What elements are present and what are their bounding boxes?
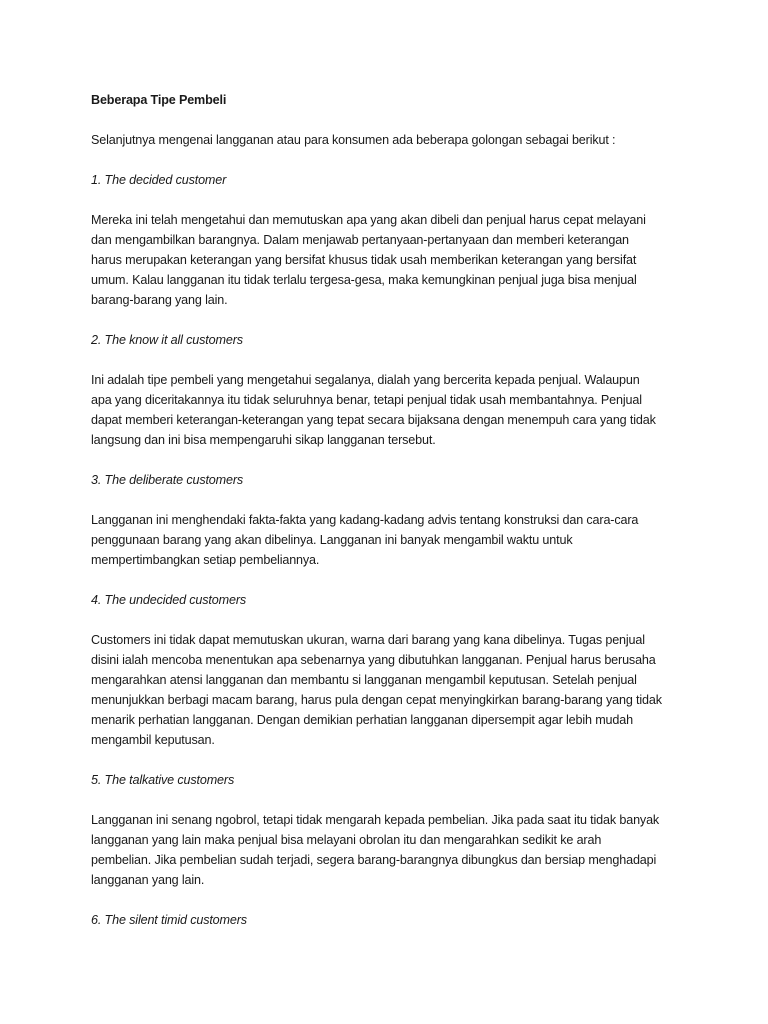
section (91, 770, 683, 890)
section-paragraph (91, 630, 683, 750)
section-heading: 4. The undecided customers (91, 593, 247, 607)
paragraph-line: Langganan ini menghendaki fakta-fakta yang kadang-kadang advis tentang konstruksi dan cara-cara (91, 513, 639, 527)
section-paragraph (91, 510, 683, 570)
paragraph-line: Mereka ini telah mengetahui dan memutuskan apa yang akan dibeli dan penjual harus cepat melayani (91, 213, 646, 227)
section-heading: 6. The silent timid customers (91, 913, 247, 927)
section-heading: 1. The decided customer (91, 173, 227, 187)
section (91, 910, 683, 930)
section-paragraph (91, 370, 683, 450)
paragraph-line: langganan yang lain. (91, 873, 205, 887)
intro-paragraph: Selanjutnya mengenai langganan atau para konsumen ada beberapa golongan sebagai berikut : (91, 133, 616, 147)
document-title: Beberapa Tipe Pembeli (91, 93, 227, 107)
paragraph-line: menunjukkan berbagi macam barang, harus pula dengan cepat menyingkirkan barang-barang yang tidak (91, 693, 662, 707)
paragraph-line: harus merupakan keterangan yang bersifat khusus tidak usah memberikan keterangan yang bersifat (91, 253, 637, 267)
section-paragraph (91, 810, 683, 890)
paragraph-line: dapat memberi keterangan-keterangan yang tepat secara bijaksana dengan menempuh cara yang tidak (91, 413, 656, 427)
paragraph-line: Ini adalah tipe pembeli yang mengetahui segalanya, dialah yang bercerita kepada penjual. Walaupun (91, 373, 640, 387)
paragraph-line: menarik perhatian langganan. Dengan demikian perhatian langganan dipersempit agar lebih mudah (91, 713, 633, 727)
section-heading: 5. The talkative customers (91, 773, 235, 787)
paragraph-line: disini ialah mencoba menentukan apa sebenarnya yang dibutuhkan langganan. Penjual harus berusaha (91, 653, 656, 667)
paragraph-line: umum. Kalau langganan itu tidak terlalu tergesa-gesa, maka kemungkinan penjual juga bisa menjual (91, 273, 637, 287)
paragraph-line: dan mengambilkan barangnya. Dalam menjawab pertanyaan-pertanyaan dan memberi keterangan (91, 233, 629, 247)
paragraph-line: Customers ini tidak dapat memutuskan ukuran, warna dari barang yang kana dibelinya. Tugas penjual (91, 633, 645, 647)
section (91, 330, 683, 450)
section-heading: 2. The know it all customers (91, 333, 243, 347)
section-heading: 3. The deliberate customers (91, 473, 244, 487)
paragraph-line: mempertimbangkan setiap pembeliannya. (91, 553, 320, 567)
section (91, 470, 683, 570)
paragraph-line: pembelian. Jika pembelian sudah terjadi, segera barang-barangnya dibungkus dan bersiap menghadapi (91, 853, 657, 867)
paragraph-line: mengarahkan atensi langganan dan membantu si langganan mengambil keputusan. Setelah penjual (91, 673, 637, 687)
paragraph-line: barang-barang yang lain. (91, 293, 228, 307)
paragraph-line: langganan yang lain maka penjual bisa melayani obrolan itu dan mengarahkan sedikit ke arah (91, 833, 602, 847)
paragraph-line: mengambil keputusan. (91, 733, 215, 747)
section (91, 590, 683, 750)
paragraph-line: Langganan ini senang ngobrol, tetapi tidak mengarah kepada pembelian. Jika pada saat itu tidak banyak (91, 813, 660, 827)
paragraph-line: langsung dan ini bisa mempengaruhi sikap langganan tersebut. (91, 433, 436, 447)
paragraph-line: apa yang diceritakannya itu tidak seluruhnya benar, tetapi penjual tidak usah membantahnya. Penjual (91, 393, 642, 407)
document-content (91, 90, 683, 950)
paragraph-line: penggunaan barang yang akan dibelinya. Langganan ini banyak mengambil waktu untuk (91, 533, 573, 547)
section (91, 170, 683, 310)
section-paragraph (91, 210, 683, 310)
